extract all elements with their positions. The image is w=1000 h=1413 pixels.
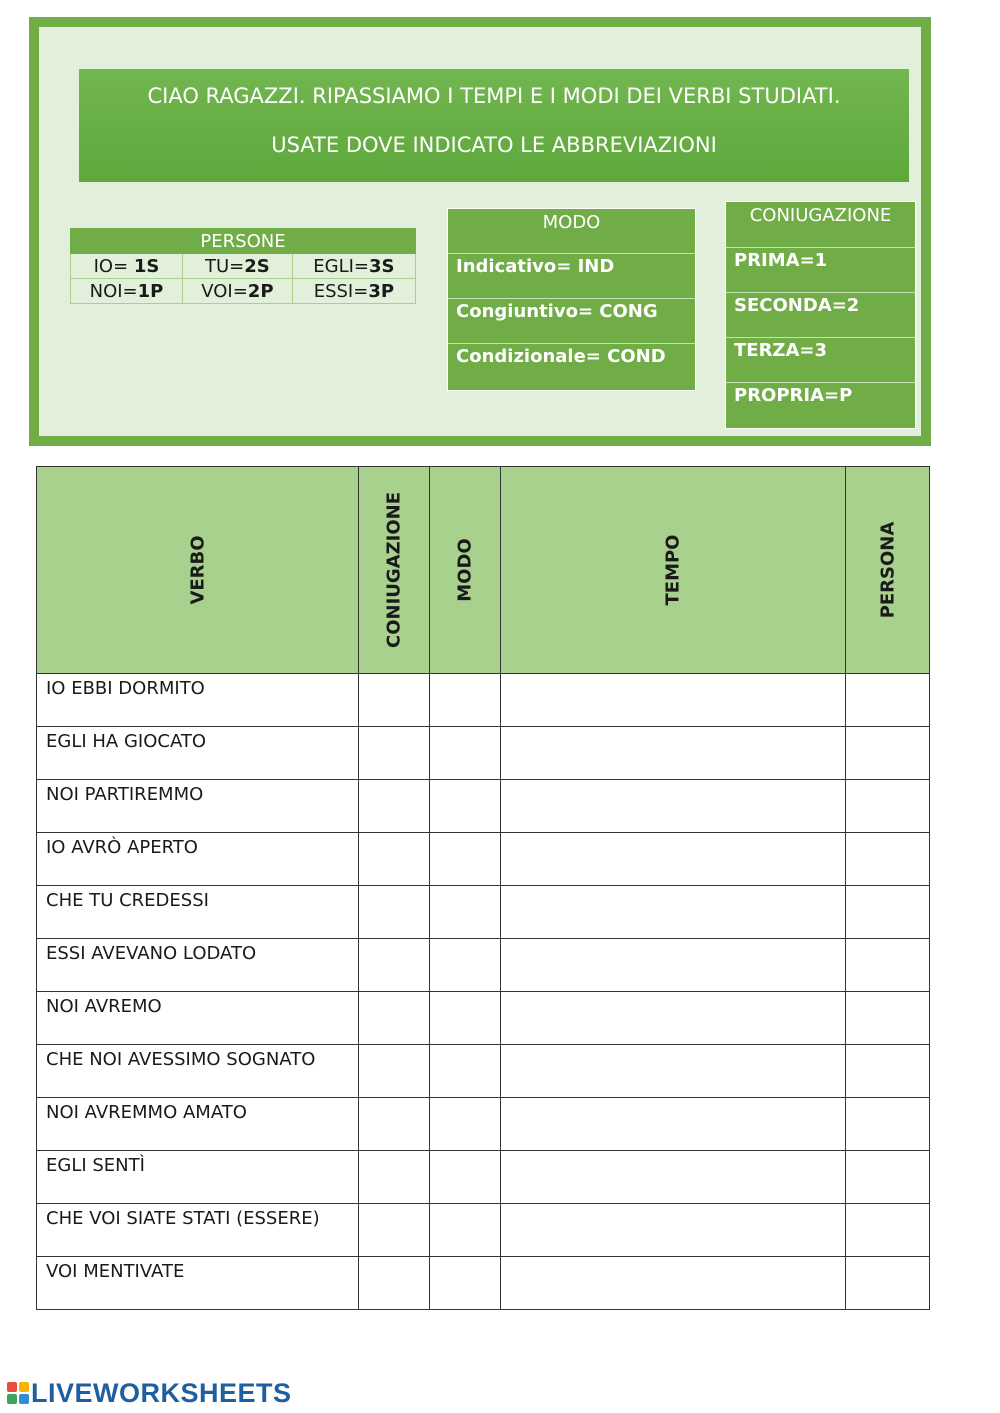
coniugazione-title: CONIUGAZIONE <box>726 202 915 248</box>
modo-input-cell[interactable] <box>430 780 501 833</box>
coniugazione-input-cell[interactable] <box>359 674 430 727</box>
persone-cell: EGLI=3S <box>292 254 415 279</box>
modo-item: Condizionale= COND <box>456 346 666 367</box>
verb-analysis-table <box>36 466 930 1310</box>
coniugazione-input-cell[interactable] <box>359 1204 430 1257</box>
tempo-input-cell[interactable] <box>501 1098 846 1151</box>
coniugazione-input-cell[interactable] <box>359 1098 430 1151</box>
tempo-input-cell[interactable] <box>501 1257 846 1310</box>
liveworksheets-logo-icon <box>7 1382 29 1404</box>
coniugazione-item: SECONDA=2 <box>726 293 915 338</box>
coniugazione-input-cell[interactable] <box>359 833 430 886</box>
table-row <box>37 939 930 992</box>
modo-item: Indicativo= IND <box>448 254 695 299</box>
tempo-input-cell[interactable] <box>501 833 846 886</box>
persone-cell: NOI=1P <box>71 279 183 304</box>
tempo-input-cell[interactable] <box>501 674 846 727</box>
tempo-input-cell[interactable] <box>501 1045 846 1098</box>
header-tempo: TEMPO <box>501 467 846 674</box>
persona-input-cell[interactable] <box>846 1151 930 1204</box>
table-row <box>37 1151 930 1204</box>
persone-title: PERSONE <box>71 229 416 254</box>
table-row <box>37 674 930 727</box>
persona-input-cell[interactable] <box>846 1045 930 1098</box>
verb-cell: IO AVRÒ APERTO <box>37 833 359 886</box>
abbreviations-panel <box>29 17 931 446</box>
coniugazione-input-cell[interactable] <box>359 992 430 1045</box>
persone-cell: IO= 1S <box>71 254 183 279</box>
modo-input-cell[interactable] <box>430 886 501 939</box>
header-verbo: VERBO <box>37 467 359 674</box>
persona-input-cell[interactable] <box>846 674 930 727</box>
table-row <box>37 833 930 886</box>
modo-input-cell[interactable] <box>430 833 501 886</box>
table-row <box>37 992 930 1045</box>
header-coniugazione: CONIUGAZIONE <box>359 467 430 674</box>
tempo-input-cell[interactable] <box>501 939 846 992</box>
modo-input-cell[interactable] <box>430 939 501 992</box>
persona-input-cell[interactable] <box>846 1204 930 1257</box>
modo-legend <box>447 208 696 391</box>
instructions-banner <box>79 69 909 182</box>
modo-item: Congiuntivo= CONG <box>448 299 695 344</box>
coniugazione-input-cell[interactable] <box>359 727 430 780</box>
tempo-input-cell[interactable] <box>501 992 846 1045</box>
modo-input-cell[interactable] <box>430 1204 501 1257</box>
persona-input-cell[interactable] <box>846 727 930 780</box>
persona-input-cell[interactable] <box>846 1257 930 1310</box>
modo-input-cell[interactable] <box>430 1151 501 1204</box>
modo-input-cell[interactable] <box>430 1045 501 1098</box>
liveworksheets-logo <box>7 1378 292 1408</box>
table-row <box>37 1257 930 1310</box>
coniugazione-input-cell[interactable] <box>359 886 430 939</box>
table-body <box>37 674 930 1310</box>
persone-cell: VOI=2P <box>182 279 292 304</box>
persone-legend <box>70 228 416 304</box>
coniugazione-input-cell[interactable] <box>359 780 430 833</box>
coniugazione-input-cell[interactable] <box>359 1257 430 1310</box>
coniugazione-input-cell[interactable] <box>359 1045 430 1098</box>
tempo-input-cell[interactable] <box>501 727 846 780</box>
tempo-input-cell[interactable] <box>501 1151 846 1204</box>
persone-row <box>71 254 416 279</box>
tempo-input-cell[interactable] <box>501 780 846 833</box>
verb-cell: CHE TU CREDESSI <box>37 886 359 939</box>
coniugazione-input-cell[interactable] <box>359 939 430 992</box>
table-row <box>37 1204 930 1257</box>
table-row <box>37 1045 930 1098</box>
modo-input-cell[interactable] <box>430 1257 501 1310</box>
verb-cell: NOI AVREMMO AMATO <box>37 1098 359 1151</box>
persona-input-cell[interactable] <box>846 886 930 939</box>
coniugazione-item: PRIMA=1 <box>726 248 915 293</box>
persone-row <box>71 279 416 304</box>
header-persona: PERSONA <box>846 467 930 674</box>
verb-cell: CHE VOI SIATE STATI (ESSERE) <box>37 1204 359 1257</box>
persona-input-cell[interactable] <box>846 939 930 992</box>
table-row <box>37 1098 930 1151</box>
modo-input-cell[interactable] <box>430 1098 501 1151</box>
modo-input-cell[interactable] <box>430 727 501 780</box>
header-modo: MODO <box>430 467 501 674</box>
banner-line-1: CIAO RAGAZZI. RIPASSIAMO I TEMPI E I MODI DEI VERBI STUDIATI. <box>147 84 841 108</box>
persone-cell: ESSI=3P <box>292 279 415 304</box>
banner-line-2: USATE DOVE INDICATO LE ABBREVIAZIONI <box>271 133 717 157</box>
persona-input-cell[interactable] <box>846 833 930 886</box>
modo-input-cell[interactable] <box>430 674 501 727</box>
table-row <box>37 886 930 939</box>
logo-text: LIVEWORKSHEETS <box>31 1377 292 1408</box>
table-row <box>37 727 930 780</box>
persona-input-cell[interactable] <box>846 992 930 1045</box>
persone-cell: TU=2S <box>182 254 292 279</box>
verb-cell: IO EBBI DORMITO <box>37 674 359 727</box>
verb-cell: EGLI SENTÌ <box>37 1151 359 1204</box>
verb-cell: VOI MENTIVATE <box>37 1257 359 1310</box>
verb-cell: CHE NOI AVESSIMO SOGNATO <box>37 1045 359 1098</box>
tempo-input-cell[interactable] <box>501 1204 846 1257</box>
table-row <box>37 780 930 833</box>
persona-input-cell[interactable] <box>846 780 930 833</box>
tempo-input-cell[interactable] <box>501 886 846 939</box>
coniugazione-input-cell[interactable] <box>359 1151 430 1204</box>
persona-input-cell[interactable] <box>846 1098 930 1151</box>
verb-cell: ESSI AVEVANO LODATO <box>37 939 359 992</box>
coniugazione-item: PROPRIA=P <box>734 385 853 406</box>
coniugazione-legend <box>725 201 916 429</box>
modo-title: MODO <box>448 209 695 254</box>
verb-cell: NOI AVREMO <box>37 992 359 1045</box>
modo-input-cell[interactable] <box>430 992 501 1045</box>
verb-cell: NOI PARTIREMMO <box>37 780 359 833</box>
table-header-row <box>37 467 930 674</box>
verb-cell: EGLI HA GIOCATO <box>37 727 359 780</box>
coniugazione-item: TERZA=3 <box>726 338 915 383</box>
